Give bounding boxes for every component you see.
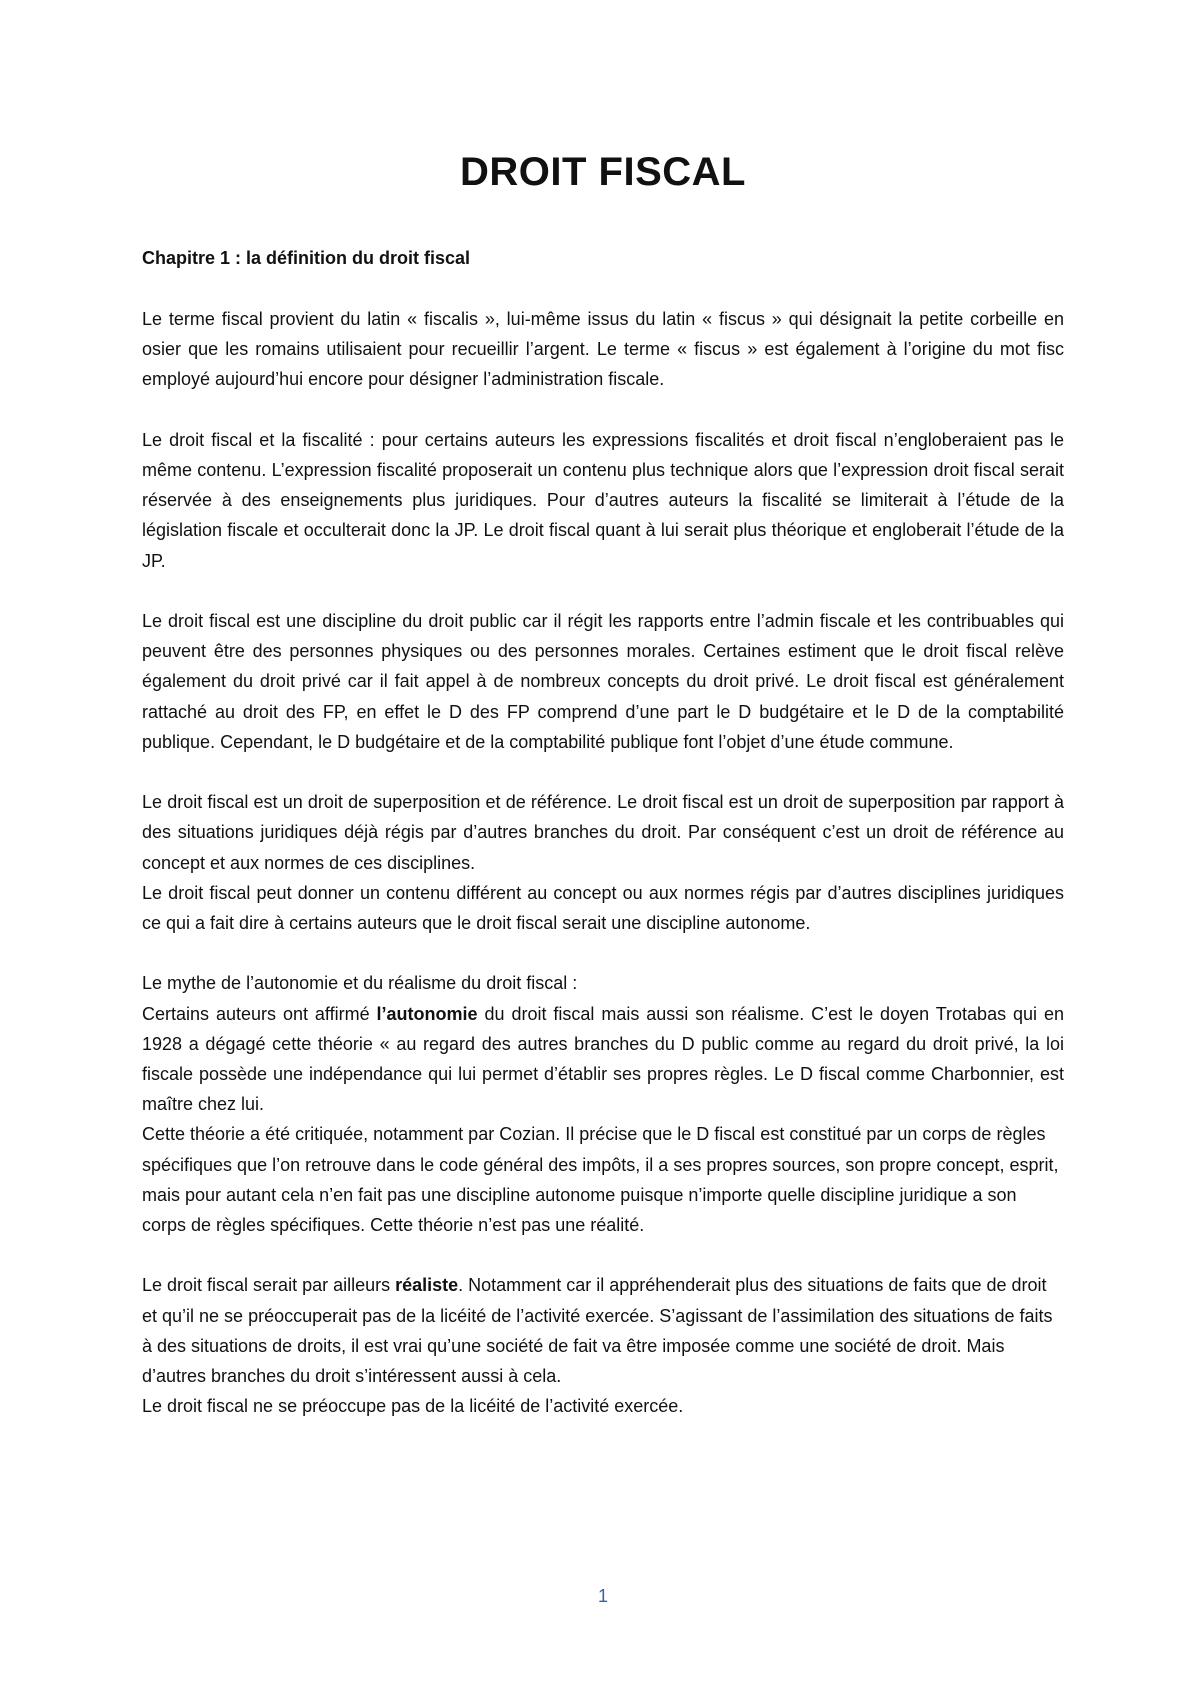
paragraph-autonomie-before: Certains auteurs ont affirmé xyxy=(142,1003,377,1024)
paragraph-realiste-after: . Notamment car il appréhenderait plus des situations de faits que de droit et qu’il ne se préoccuperait pas de la licéité de l’activité exercée. S’agissant de l’assimilation des situations de faits à des situations de droits, il est vrai qu’une société de fait va être imposée comme une société de droit. Mais d’autres branches du droit s’intéressent aussi à cela. xyxy=(142,1275,1053,1387)
paragraph-autonomie xyxy=(142,999,1064,1120)
paragraph-contenu-different: Le droit fiscal peut donner un contenu différent au concept ou aux normes régis par d’autres disciplines juridiques ce qui a fait dire à certains auteurs que le droit fiscal serait une discipline autonome. xyxy=(142,882,1064,934)
paragraph-fiscalite: Le droit fiscal et la fiscalité : pour certains auteurs les expressions fiscalités et droit fiscal n’engloberaient pas le même contenu. L’expression fiscalité proposerait un contenu plus technique alors que l’expression droit fiscal serait réservée à des enseignements plus juridiques. Pour d’autres auteurs la fiscalité se limiterait à l’étude de la législation fiscale et occulterait donc la JP. Le droit fiscal quant à lui serait plus théorique et engloberait l’étude de la JP. xyxy=(142,429,1064,571)
paragraph-etymology: Le terme fiscal provient du latin « fiscalis », lui-même issus du latin « fiscus » qui désignait la petite corbeille en osier que les romains utilisaient pour recueillir l’argent. Le terme « fiscus » est également à l’origine du mot fisc employé aujourd’hui encore pour désigner l’administration fiscale. xyxy=(142,309,1064,390)
paragraph-autonomie-after: du droit fiscal mais aussi son réalisme. C’est le doyen Trotabas qui en 1928 a dégagé cette théorie « au regard des autres branches du D public comme au regard du droit privé, la loi fiscale possède une indépendance qui lui permet d’établir ses propres règles. Le D fiscal comme Charbonnier, est maître chez lui. xyxy=(142,1003,1064,1115)
paragraph-mythe-heading: Le mythe de l’autonomie et du réalisme du droit fiscal : xyxy=(142,973,578,994)
paragraph-superposition: Le droit fiscal est un droit de superposition et de référence. Le droit fiscal est un droit de superposition par rapport à des situations juridiques déjà régis par d’autres branches du droit. Par conséquent c’est un droit de référence au concept et aux normes de ces disciplines. xyxy=(142,792,1064,873)
paragraph-realiste xyxy=(142,1270,1064,1391)
document-title: DROIT FISCAL xyxy=(460,150,746,194)
paragraph-realiste-before: Le droit fiscal serait par ailleurs xyxy=(142,1275,396,1296)
paragraph-liceite: Le droit fiscal ne se préoccupe pas de la licéité de l’activité exercée. xyxy=(142,1396,684,1417)
document-body xyxy=(142,304,1064,1421)
document-page xyxy=(142,0,1064,1697)
term-realiste: réaliste xyxy=(395,1275,459,1296)
chapter-heading: Chapitre 1 : la définition du droit fiscal xyxy=(142,248,471,268)
term-autonomie: l’autonomie xyxy=(376,1003,478,1024)
page-number: 1 xyxy=(597,1586,608,1606)
paragraph-cozian: Cette théorie a été critiquée, notamment par Cozian. Il précise que le D fiscal est constitué par un corps de règles spécifiques que l’on retrouve dans le code général des impôts, il a ses propres sources, son propre concept, esprit, mais pour autant cela n’en fait pas une discipline autonome puisque n’importe quelle discipline juridique a son corps de règles spécifiques. Cette théorie n’est pas une réalité. xyxy=(142,1124,1059,1236)
paragraph-droit-public: Le droit fiscal est une discipline du droit public car il régit les rapports entre l’admin fiscale et les contribuables qui peuvent être des personnes physiques ou des personnes morales. Certaines estiment que le droit fiscal relève également du droit privé car il fait appel à de nombreux concepts du droit privé. Le droit fiscal est généralement rattaché au droit des FP, en effet le D des FP comprend d’une part le D budgétaire et le D de la comptabilité publique. Cependant, le D budgétaire et de la comptabilité publique font l’objet d’une étude commune. xyxy=(142,611,1064,752)
